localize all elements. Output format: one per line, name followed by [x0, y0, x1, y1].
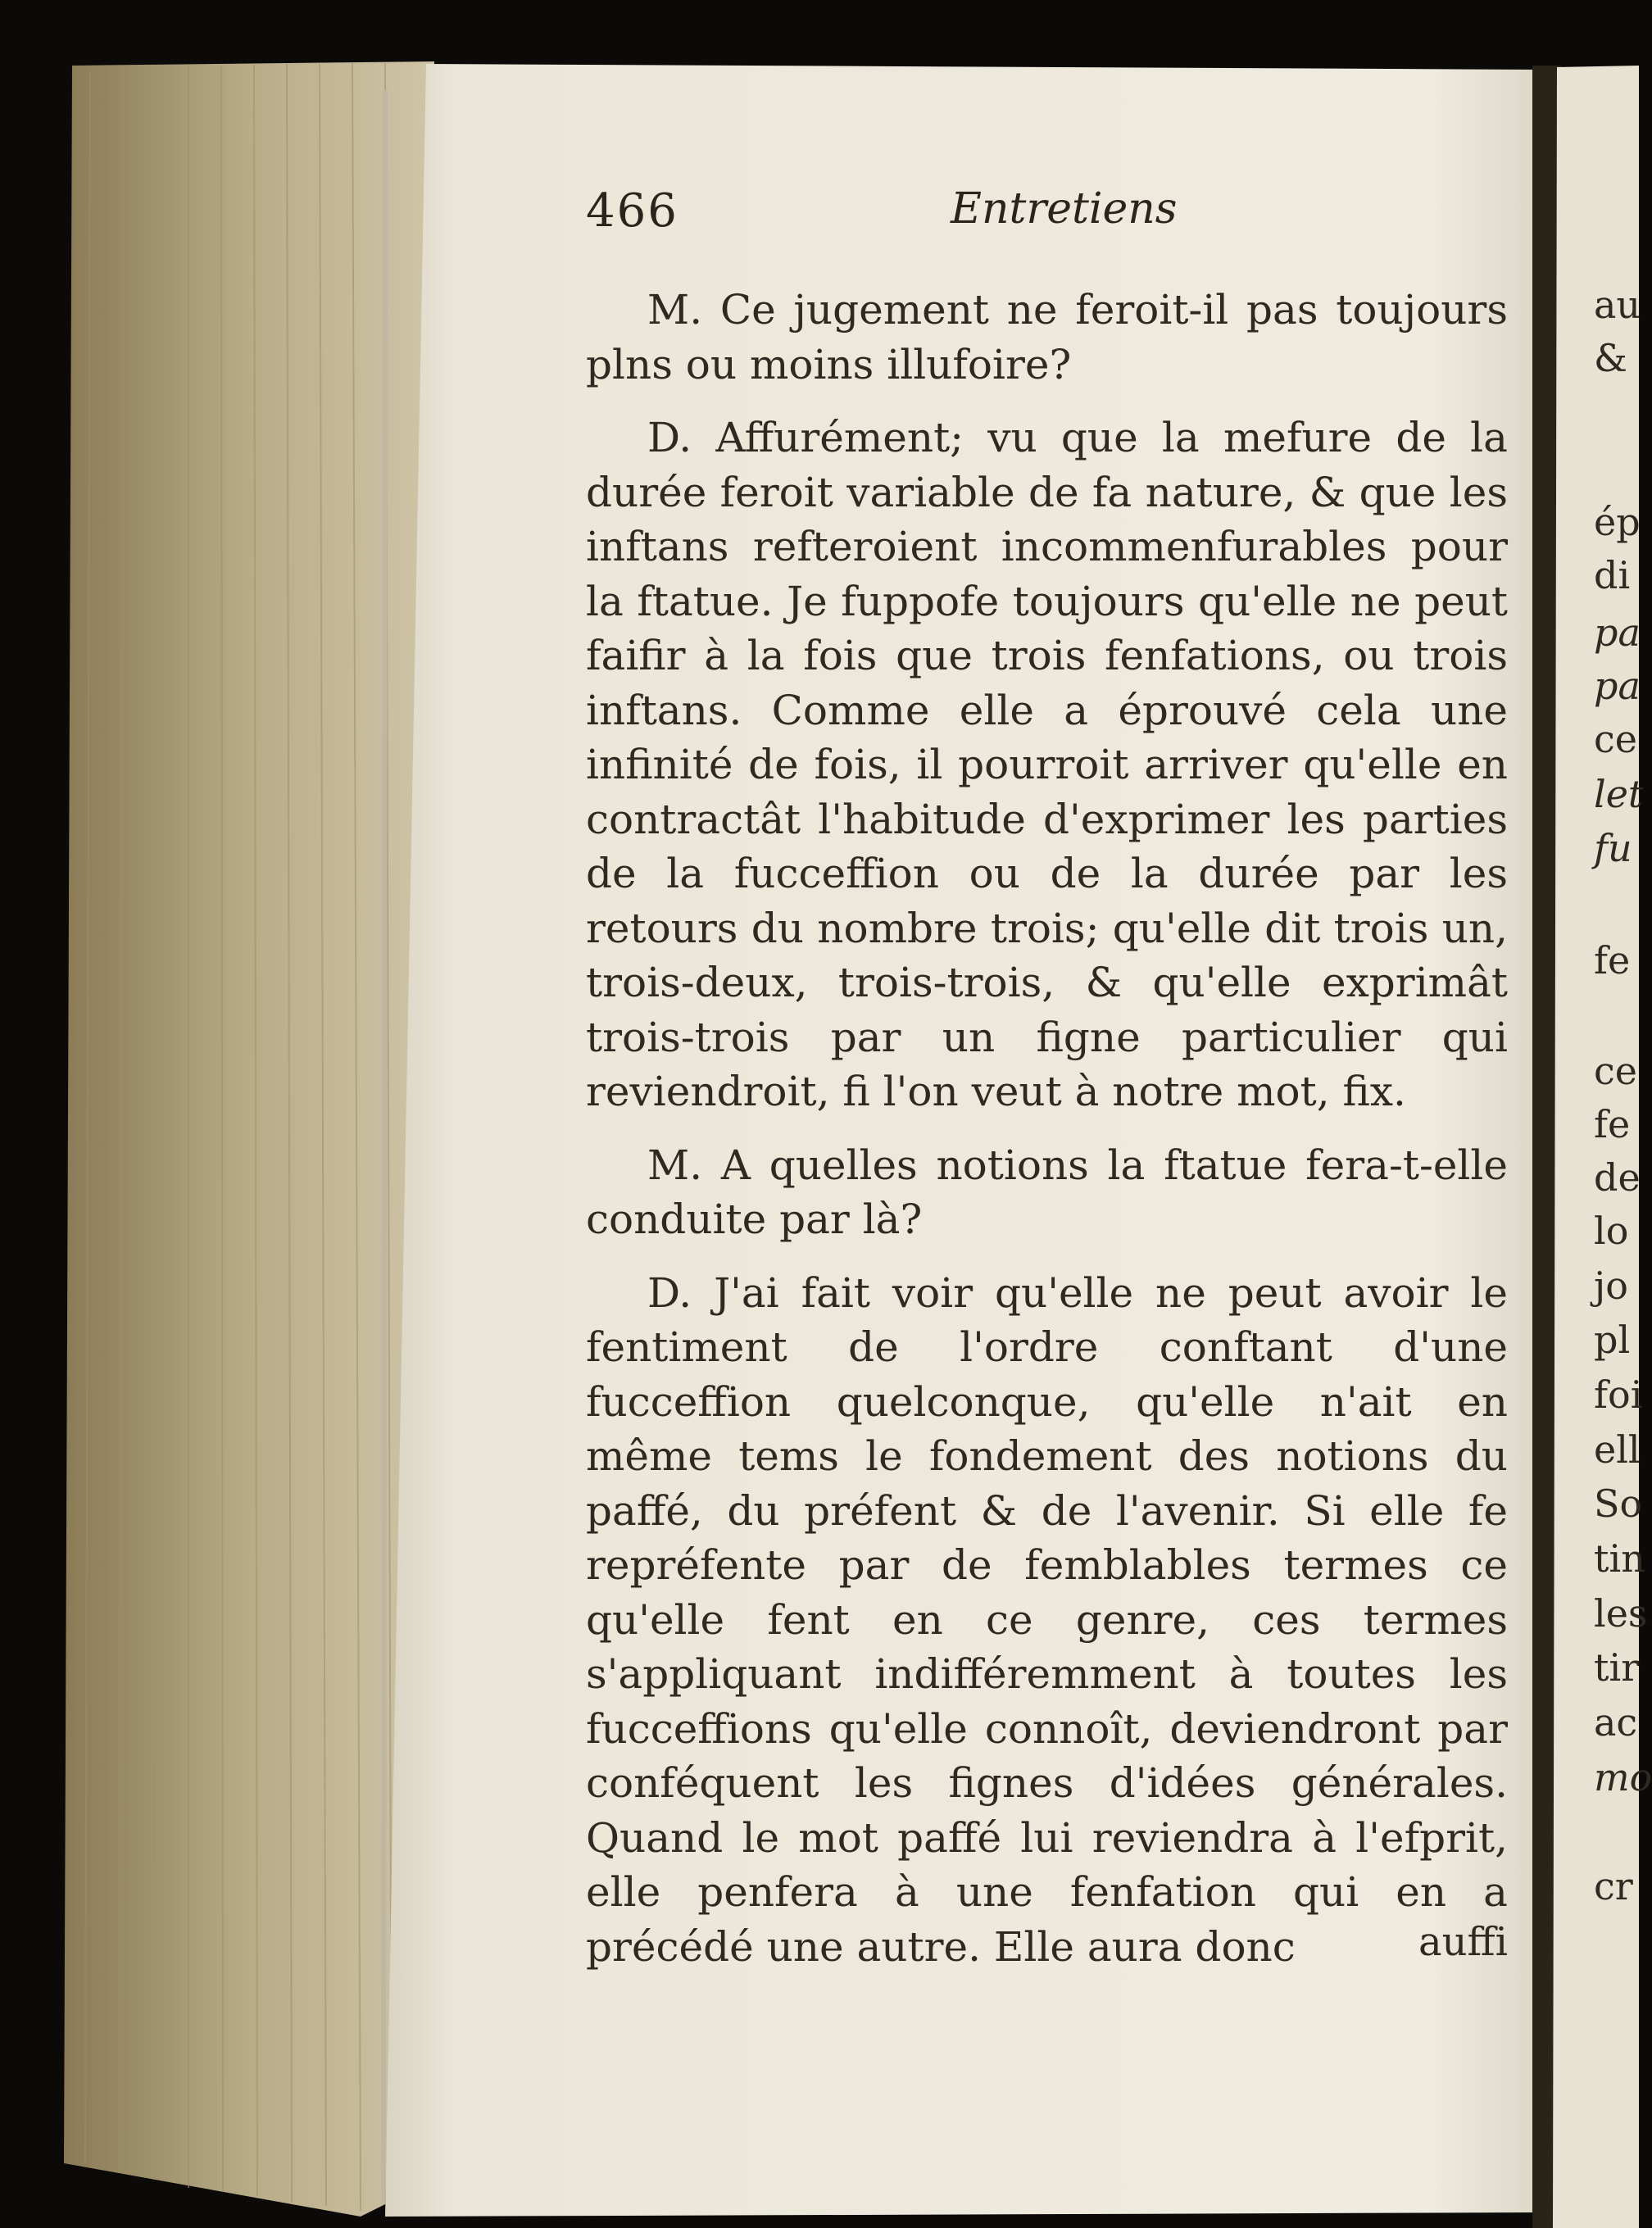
facing-fragment: pa — [1594, 664, 1641, 708]
paragraph: D. Affurément; vu que la mefure de la durée feroit variable de fa nature, & que les inftans refteroient incommenfurables pour la ftatue. Je fuppofe toujours qu'elle ne peut faifir à la fois que trois fenfations, ou trois inftans. Comme elle a éprouvé cela une infinité de fois, il pourroit arriver qu'elle en contractât l'habitude d'exprimer les parties de la fucceffion ou de la durée par les retours du nombre trois; qu'elle dit trois un, trois-deux, trois-trois, & qu'elle exprimât trois-trois par un figne particulier qui reviendroit, fi l'on veut à notre mot, fix. — [586, 414, 1508, 1115]
facing-fragment: ac — [1594, 1700, 1638, 1745]
facing-fragment: ce — [1594, 1049, 1637, 1093]
facing-fragment: tin — [1594, 1536, 1645, 1581]
paragraph: M. A quelles notions la ftatue fera-t-elle conduite par là? — [586, 1141, 1508, 1243]
facing-fragment: mo — [1594, 1755, 1652, 1799]
facing-fragment: de — [1594, 1155, 1641, 1200]
facing-fragment: ell — [1594, 1427, 1641, 1472]
facing-fragment: tir — [1594, 1645, 1640, 1690]
facing-fragment: lo — [1594, 1209, 1629, 1253]
facing-fragment: foi — [1594, 1373, 1643, 1417]
paragraph: M. Ce jugement ne feroit-il pas toujours plns ou moins illufoire? — [586, 286, 1508, 388]
catchword: auffi — [1418, 1919, 1508, 1965]
facing-fragment: So — [1594, 1482, 1643, 1526]
facing-fragment: ép — [1594, 500, 1641, 544]
page-number: 466 — [586, 184, 678, 238]
facing-fragment: & — [1594, 336, 1627, 380]
running-head — [586, 184, 1508, 238]
page-shadow-line — [384, 90, 385, 2204]
running-title: Entretiens — [951, 184, 1178, 234]
facing-fragment: pl — [1594, 1318, 1631, 1362]
paragraph: D. J'ai fait voir qu'elle ne peut avoir le fentiment de l'ordre conftant d'une fucceffion quelconque, qu'elle n'ait en même tems le fondement des notions du paffé, du préfent & de l'avenir. Si elle fe repréfente par de femblables termes ce qu'elle fent en ce genre, ces termes s'appliquant indifféremment à toutes les fucceffions qu'elle connoît, deviendront par conféquent les fignes d'idées générales. Quand le mot paffé lui reviendra à l'efprit, elle penfera à une fenfation qui en a précédé une autre. Elle aura donc — [586, 1268, 1508, 1971]
facing-fragment: pa — [1594, 610, 1641, 655]
facing-fragment: au — [1594, 283, 1641, 327]
facing-fragment: les — [1594, 1591, 1648, 1636]
facing-fragment: fe — [1594, 938, 1631, 982]
body-text — [586, 283, 1508, 1993]
facing-fragment: ce — [1594, 717, 1637, 761]
facing-fragment: fe — [1594, 1102, 1631, 1146]
facing-fragment: let — [1594, 772, 1644, 816]
facing-fragment: di — [1594, 553, 1631, 597]
facing-fragment: jo — [1594, 1264, 1628, 1308]
facing-fragment: cr — [1594, 1864, 1633, 1908]
facing-fragment: fu — [1594, 826, 1632, 870]
